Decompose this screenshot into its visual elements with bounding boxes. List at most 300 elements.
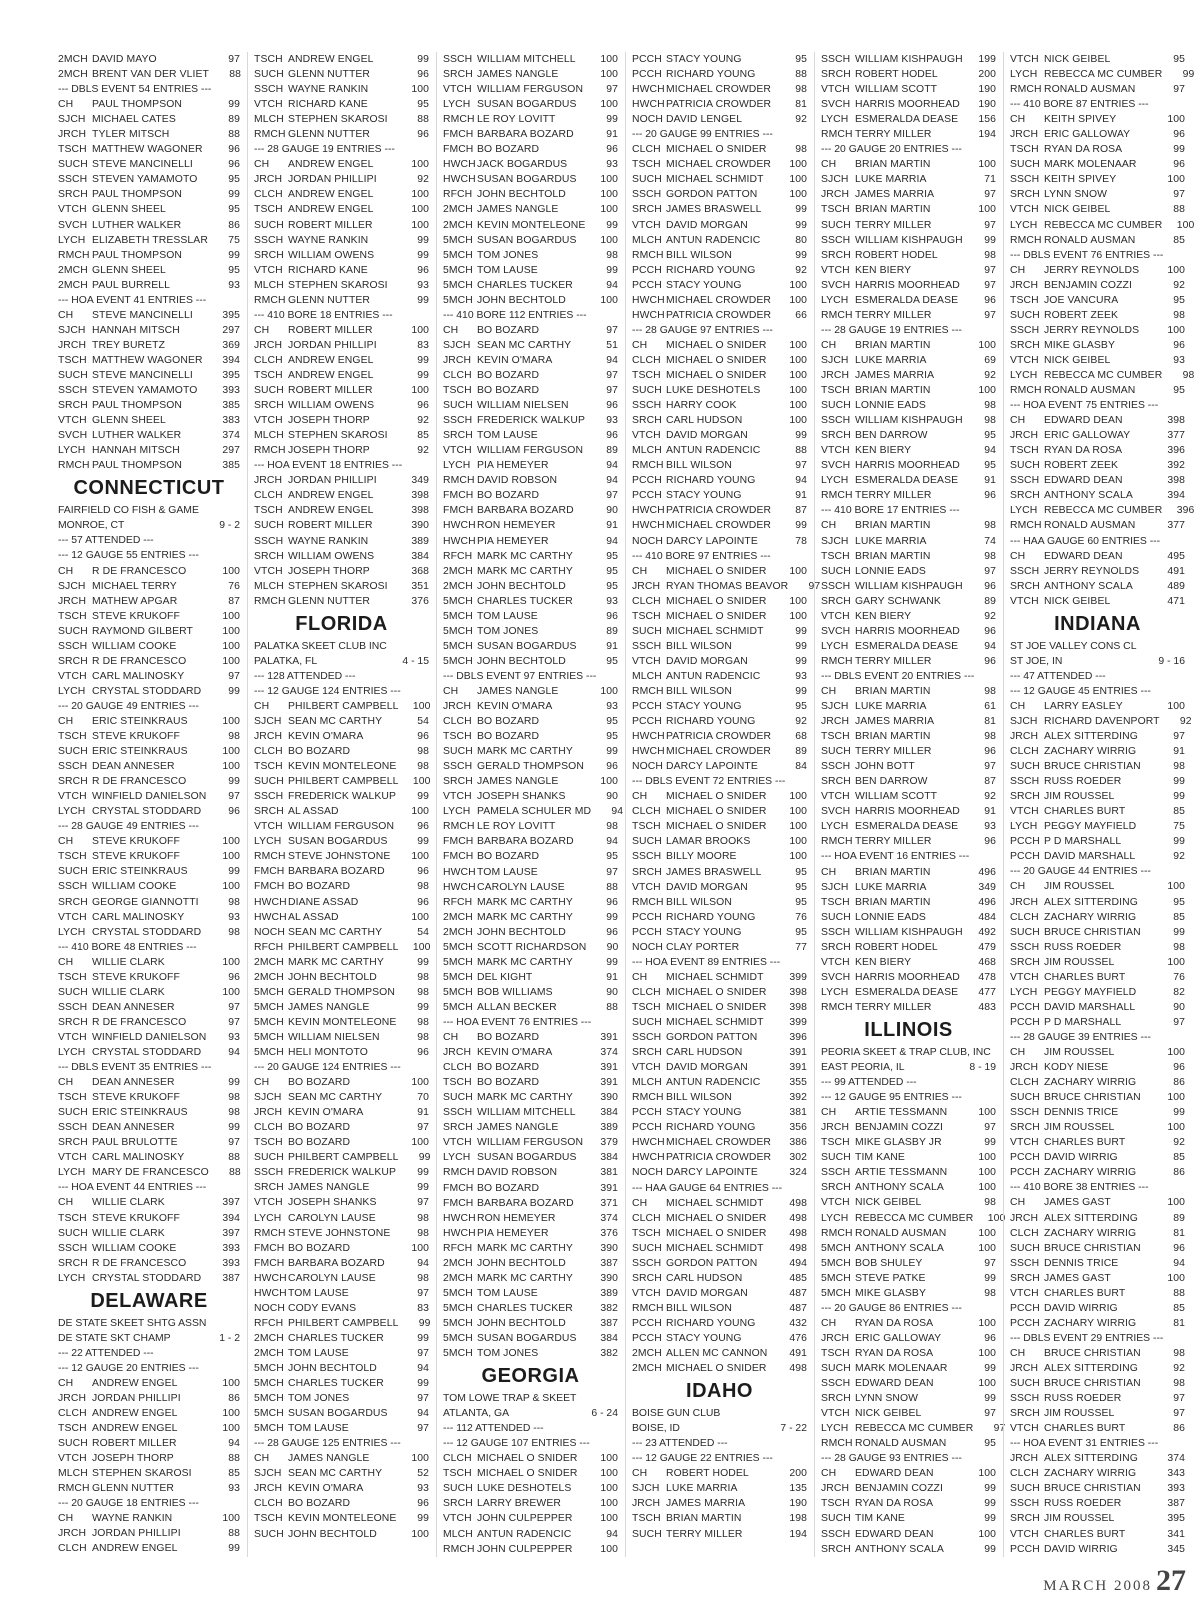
club-location-row	[58, 518, 240, 533]
result-row	[254, 1180, 429, 1195]
result-row	[254, 744, 429, 759]
result-row	[821, 1436, 996, 1451]
shooter-name: R DE FRANCESCO	[92, 776, 187, 788]
score: 96	[1173, 339, 1185, 351]
result-row	[821, 263, 996, 278]
shooter-name: JOHN BECHTOLD	[477, 926, 566, 938]
class-code: CH	[632, 971, 648, 983]
shooter-name: BARBARA BOZARD	[288, 1257, 385, 1269]
result-row	[1010, 1481, 1185, 1496]
class-code: CH	[58, 1377, 74, 1389]
result-row	[254, 1150, 429, 1165]
class-code: SRCH	[254, 1182, 284, 1194]
score: 68	[795, 731, 807, 743]
class-code: LYCH	[1010, 219, 1038, 231]
event-header: --- 28 GAUGE 93 ENTRIES ---	[821, 1453, 962, 1465]
shooter-name: BO BOZARD	[477, 385, 540, 397]
result-row	[632, 534, 807, 549]
shooter-name: ERIC STEINKRAUS	[92, 746, 188, 758]
result-row	[58, 1256, 240, 1271]
class-code: CLCH	[1010, 1077, 1039, 1089]
class-code: LYCH	[58, 685, 86, 697]
result-row	[443, 804, 624, 819]
shooter-name: ESMERALDA DEASE	[855, 986, 959, 998]
class-code: SUCH	[632, 625, 662, 637]
result-row	[254, 804, 429, 819]
class-code: SVCH	[821, 279, 851, 291]
score: 98	[417, 986, 429, 998]
class-code: PCCH	[632, 1122, 662, 1134]
class-code: SRCH	[1010, 1122, 1040, 1134]
class-code: VTCH	[58, 1453, 87, 1465]
result-row	[443, 1196, 618, 1211]
shooter-name: WILLIAM FERGUSON	[477, 84, 584, 96]
result-row	[821, 1195, 996, 1210]
result-row	[1010, 804, 1185, 819]
result-row	[443, 985, 618, 1000]
score: 91	[795, 490, 807, 502]
class-code: SUCH	[58, 746, 88, 758]
result-row	[58, 1090, 240, 1105]
result-row	[58, 52, 240, 67]
score: 66	[795, 309, 807, 321]
result-row	[821, 1241, 996, 1256]
result-row	[254, 789, 429, 804]
result-row	[1010, 970, 1185, 985]
class-code: LYCH	[58, 1272, 86, 1284]
class-code: LYCH	[1010, 986, 1038, 998]
score: 89	[606, 445, 618, 457]
class-code: 5MCH	[254, 1378, 284, 1390]
score: 100	[600, 69, 618, 81]
result-row	[632, 1256, 807, 1271]
score: 396	[789, 1032, 807, 1044]
class-code: 2MCH	[58, 54, 88, 65]
shooter-name: PATRICIA CROWDER	[666, 309, 772, 321]
shooter-name: WILLIAM SCOTT	[855, 84, 938, 96]
score: 85	[417, 430, 429, 442]
result-row	[821, 940, 996, 955]
score: 100	[987, 1212, 1006, 1224]
class-code: HWCH	[443, 866, 476, 878]
class-code: TSCH	[1010, 445, 1039, 457]
score: 96	[606, 400, 618, 412]
score: 100	[600, 234, 618, 246]
score: 94	[606, 460, 618, 472]
result-row	[443, 1000, 618, 1015]
result-row	[443, 1075, 618, 1090]
result-row	[632, 518, 807, 533]
score: 99	[228, 776, 240, 788]
shooter-name: LUKE MARRIA	[855, 535, 927, 547]
result-row	[443, 428, 618, 443]
class-code: CH	[254, 1453, 270, 1465]
class-code: SJCH	[632, 1483, 660, 1495]
shooter-name: DAVID WIRRIG	[1044, 1302, 1118, 1314]
shooter-name: MICHAEL SCHMIDT	[666, 971, 764, 983]
class-code: SJCH	[58, 324, 86, 336]
result-row	[254, 774, 429, 789]
score: 98	[795, 144, 807, 156]
shooter-name: TOM LAUSE	[477, 866, 538, 878]
shooter-name: CARL HUDSON	[666, 1047, 743, 1059]
result-row	[443, 579, 618, 594]
shooter-name: RON HEMEYER	[477, 1212, 556, 1224]
class-code: RMCH	[632, 1302, 664, 1314]
score: 100	[789, 354, 807, 366]
score: 100	[600, 1483, 618, 1495]
club-name: FAIRFIELD CO FISH & GAME	[58, 505, 199, 517]
score: 94	[606, 475, 618, 487]
score: 98	[228, 926, 240, 938]
score: 100	[1167, 174, 1185, 186]
class-code: SRCH	[821, 249, 851, 261]
class-code: SJCH	[254, 715, 282, 727]
class-code: LYCH	[1010, 369, 1038, 381]
score: 100	[978, 1528, 996, 1540]
result-row	[254, 233, 429, 248]
shooter-name: NICK GEIBEL	[1044, 204, 1111, 216]
score: 95	[1173, 385, 1185, 397]
shooter-name: CHARLES BURT	[1044, 806, 1126, 818]
shooter-name: TOM LAUSE	[288, 1287, 349, 1299]
score: 96	[228, 159, 240, 171]
class-code: SUCH	[254, 219, 284, 231]
result-row	[821, 428, 996, 443]
result-row	[58, 609, 240, 624]
score: 498	[789, 1242, 807, 1254]
result-row	[254, 925, 429, 940]
shoot-date: 6 - 24	[591, 1408, 618, 1420]
score: 54	[417, 715, 429, 727]
result-row	[632, 428, 807, 443]
result-row	[254, 1271, 429, 1286]
shooter-name: TOM LAUSE	[477, 1287, 538, 1299]
class-code: SUCH	[821, 911, 851, 923]
class-code: TSCH	[254, 1513, 283, 1525]
score: 384	[600, 1107, 618, 1119]
score: 69	[984, 354, 996, 366]
shooter-name: ANTHONY SCALA	[855, 1182, 944, 1194]
result-row	[443, 1105, 618, 1120]
score: 92	[984, 791, 996, 803]
class-code: CH	[821, 866, 837, 878]
shooter-name: STEVE JOHNSTONE	[288, 851, 391, 863]
result-row	[254, 970, 429, 985]
class-code: SSCH	[821, 415, 851, 427]
shooter-name: GARY SCHWANK	[855, 595, 941, 607]
score: 97	[1173, 731, 1185, 743]
score: 88	[228, 1528, 240, 1540]
result-row	[58, 729, 240, 744]
class-code: SUCH	[58, 986, 88, 998]
result-row	[632, 1466, 807, 1481]
class-code: LYCH	[58, 926, 86, 938]
result-row	[254, 1331, 429, 1346]
club-name: TOM LOWE TRAP & SKEET	[443, 1393, 577, 1405]
score: 100	[789, 595, 807, 607]
shooter-name: DAVID ROBSON	[477, 1167, 558, 1179]
score: 99	[795, 625, 807, 637]
score: 100	[222, 1408, 240, 1420]
shooter-name: REBECCA MC CUMBER	[1044, 369, 1163, 381]
shooter-name: JAMES NANGLE	[288, 1182, 370, 1194]
score: 97	[1173, 189, 1185, 201]
shooter-name: JOSEPH THORP	[92, 1453, 174, 1465]
shooter-name: RICHARD YOUNG	[666, 475, 756, 487]
result-row	[443, 1331, 618, 1346]
class-code: VTCH	[254, 821, 283, 833]
score: 100	[412, 700, 431, 712]
shooter-name: SUSAN BOGARDUS	[477, 640, 577, 652]
shooter-name: BARBARA BOZARD	[477, 1197, 574, 1209]
class-code: 5MCH	[443, 640, 473, 652]
result-row	[254, 293, 429, 308]
class-code: LYCH	[821, 1212, 849, 1224]
class-code: 5MCH	[254, 1031, 284, 1043]
class-code: 2MCH	[443, 204, 473, 216]
shooter-name: ERIC STEINKRAUS	[92, 866, 188, 878]
shoot-date: 9 - 16	[1158, 655, 1185, 667]
shooter-name: DEAN ANNESER	[92, 761, 175, 773]
class-code: SUCH	[632, 385, 662, 397]
class-code: JRCH	[1010, 731, 1039, 743]
shooter-name: LAMAR BROOKS	[666, 836, 751, 848]
result-row	[821, 1346, 996, 1361]
score: 95	[228, 204, 240, 216]
score: 100	[789, 385, 807, 397]
score: 98	[984, 685, 996, 697]
class-code: TSCH	[632, 1001, 661, 1013]
score: 86	[1173, 1077, 1185, 1089]
result-row	[254, 278, 429, 293]
result-row	[1010, 368, 1195, 383]
class-code: LYCH	[443, 1152, 471, 1164]
class-code: PCCH	[1010, 836, 1040, 848]
score: 100	[411, 1242, 429, 1254]
event-header: --- 22 ATTENDED ---	[58, 1347, 154, 1359]
score: 491	[1167, 565, 1185, 577]
shooter-name: WILLIAM NIELSEN	[477, 400, 569, 412]
class-code: SVCH	[821, 806, 851, 818]
result-row	[1010, 549, 1185, 564]
event-header: --- 410 BORE 87 ENTRIES ---	[1010, 99, 1149, 111]
shooter-name: TOM LAUSE	[477, 430, 538, 442]
score: 100	[1167, 881, 1185, 893]
shooter-name: RICHARD YOUNG	[666, 69, 756, 81]
event-header: --- 20 GAUGE 99 ENTRIES ---	[632, 129, 773, 141]
class-code: SSCH	[632, 851, 662, 863]
result-row	[632, 293, 807, 308]
shooter-name: JOSEPH THORP	[288, 415, 370, 427]
result-row	[1010, 1542, 1185, 1557]
score: 100	[222, 986, 240, 998]
result-row	[443, 774, 618, 789]
class-code: SUCH	[58, 1107, 88, 1119]
class-code: SSCH	[58, 640, 88, 652]
result-row	[1010, 308, 1185, 323]
club-location-row	[254, 654, 429, 669]
result-row	[443, 895, 618, 910]
result-row	[58, 1391, 240, 1406]
class-code: CH	[632, 339, 648, 351]
class-code: SSCH	[58, 1242, 88, 1254]
class-code: VTCH	[1010, 806, 1039, 818]
class-code: 2MCH	[443, 580, 473, 592]
class-code: MLCH	[632, 234, 662, 246]
result-row	[443, 503, 618, 518]
result-row	[821, 910, 996, 925]
shooter-name: JIM ROUSSEL	[1044, 1513, 1115, 1525]
score: 89	[795, 746, 807, 758]
result-row	[254, 759, 429, 774]
result-row	[443, 849, 618, 864]
result-row	[443, 639, 618, 654]
class-code: LYCH	[254, 836, 282, 848]
score: 385	[222, 460, 240, 472]
result-row	[1010, 503, 1195, 518]
result-row	[443, 1286, 618, 1301]
class-code: PCCH	[1010, 851, 1040, 863]
event-header: --- 112 ATTENDED ---	[443, 1423, 544, 1435]
result-row	[1010, 112, 1185, 127]
result-row	[58, 233, 240, 248]
class-code: NOCH	[632, 535, 663, 547]
shooter-name: BO BOZARD	[477, 1077, 540, 1089]
score: 100	[1167, 700, 1185, 712]
result-row	[821, 579, 996, 594]
class-code: SUCH	[632, 1017, 662, 1028]
result-row	[254, 1301, 429, 1316]
score: 98	[417, 1031, 429, 1043]
shooter-name: MARK MOLENAAR	[855, 1362, 948, 1374]
score: 88	[228, 1453, 240, 1465]
score: 398	[411, 505, 429, 517]
class-code: 5MCH	[443, 264, 473, 276]
shooter-name: BILL WILSON	[666, 685, 732, 697]
class-code: VTCH	[1010, 1287, 1039, 1299]
class-code: SUCH	[821, 565, 851, 577]
shooter-name: MICHAEL O SNIDER	[666, 144, 767, 156]
class-code: CH	[1010, 264, 1026, 276]
class-code: SUCH	[58, 866, 88, 878]
score: 96	[984, 625, 996, 637]
class-code: 5MCH	[443, 655, 473, 667]
class-code: PCCH	[1010, 1543, 1040, 1555]
result-row	[58, 1015, 240, 1030]
score: 398	[411, 490, 429, 502]
result-row	[632, 1150, 807, 1165]
class-code: 5MCH	[254, 1047, 284, 1058]
shooter-name: JERRY REYNOLDS	[1044, 565, 1140, 577]
class-code: SRCH	[58, 776, 88, 788]
shooter-name: PHILBERT CAMPBELL	[288, 700, 399, 712]
shooter-name: BILL WILSON	[666, 1302, 732, 1314]
shooter-name: TIM KANE	[855, 1513, 905, 1525]
score: 93	[1173, 354, 1185, 366]
score: 97	[606, 84, 618, 96]
result-row	[1010, 1346, 1185, 1361]
result-row	[443, 1496, 618, 1511]
shooter-name: BILL WILSON	[666, 249, 732, 261]
shooter-name: TIM KANE	[855, 1152, 905, 1164]
shooter-name: STACY YOUNG	[666, 490, 742, 502]
score: 97	[606, 369, 618, 381]
shooter-name: PAUL BURRELL	[92, 279, 171, 291]
score: 496	[978, 866, 996, 878]
score: 100	[411, 159, 429, 171]
score: 88	[228, 129, 240, 141]
class-code: RMCH	[254, 294, 286, 306]
shooter-name: REBECCA MC CUMBER	[1044, 505, 1163, 517]
club-name: PEORIA SKEET & TRAP CLUB, INC	[821, 1047, 991, 1058]
result-row	[58, 1195, 240, 1210]
score: 96	[984, 580, 996, 592]
event-header: --- 20 GAUGE 18 ENTRIES ---	[58, 1498, 199, 1510]
result-row	[443, 759, 618, 774]
score: 98	[417, 881, 429, 893]
result-row	[254, 1120, 429, 1135]
event-header: --- 28 GAUGE 49 ENTRIES ---	[58, 821, 199, 833]
score: 95	[606, 716, 618, 728]
result-row	[821, 202, 996, 217]
class-code: TSCH	[1010, 294, 1039, 306]
shooter-name: HARRIS MOORHEAD	[855, 806, 960, 818]
class-code: JRCH	[1010, 1362, 1039, 1374]
shooter-name: RUSS ROEDER	[1044, 1498, 1122, 1510]
score: 95	[1173, 896, 1185, 908]
score: 97	[417, 1423, 429, 1435]
score: 99	[417, 1332, 429, 1344]
result-row	[632, 67, 807, 82]
score: 100	[412, 776, 431, 788]
result-row	[821, 895, 996, 910]
shooter-name: FREDERICK WALKUP	[288, 1167, 397, 1179]
class-code: JRCH	[821, 1483, 850, 1495]
score: 100	[600, 99, 618, 111]
shooter-name: DENNIS TRICE	[1044, 1107, 1119, 1119]
class-code: SUCH	[1010, 309, 1040, 321]
result-row	[58, 172, 240, 187]
score: 96	[417, 1498, 429, 1510]
shooter-name: HANNAH MITSCH	[92, 324, 180, 336]
score: 76	[795, 911, 807, 923]
state-heading: CONNECTICUT	[73, 477, 225, 500]
score: 100	[1167, 1047, 1185, 1058]
result-row	[443, 218, 618, 233]
score: 93	[417, 279, 429, 291]
shooter-name: CHARLES BURT	[1044, 971, 1126, 983]
shooter-name: PATRICIA CROWDER	[666, 505, 772, 517]
result-row	[1010, 1421, 1185, 1436]
score: 387	[1167, 1498, 1185, 1510]
result-row	[632, 865, 807, 880]
event-header: --- DBLS EVENT 54 ENTRIES ---	[58, 84, 212, 96]
score: 97	[795, 460, 807, 472]
shooter-name: BILL WILSON	[666, 640, 732, 652]
result-row	[1010, 1451, 1185, 1466]
score: 97	[1173, 1408, 1185, 1420]
shooter-name: BENJAMIN COZZI	[855, 1483, 943, 1495]
result-row	[254, 955, 429, 970]
shoot-date: 1 - 2	[219, 1332, 240, 1344]
score: 99	[417, 791, 429, 803]
class-code: SRCH	[1010, 1408, 1040, 1420]
state-heading: ILLINOIS	[864, 1019, 953, 1041]
class-code: JRCH	[58, 339, 87, 351]
score: 99	[418, 1317, 431, 1329]
shooter-name: RICHARD YOUNG	[666, 1317, 756, 1329]
